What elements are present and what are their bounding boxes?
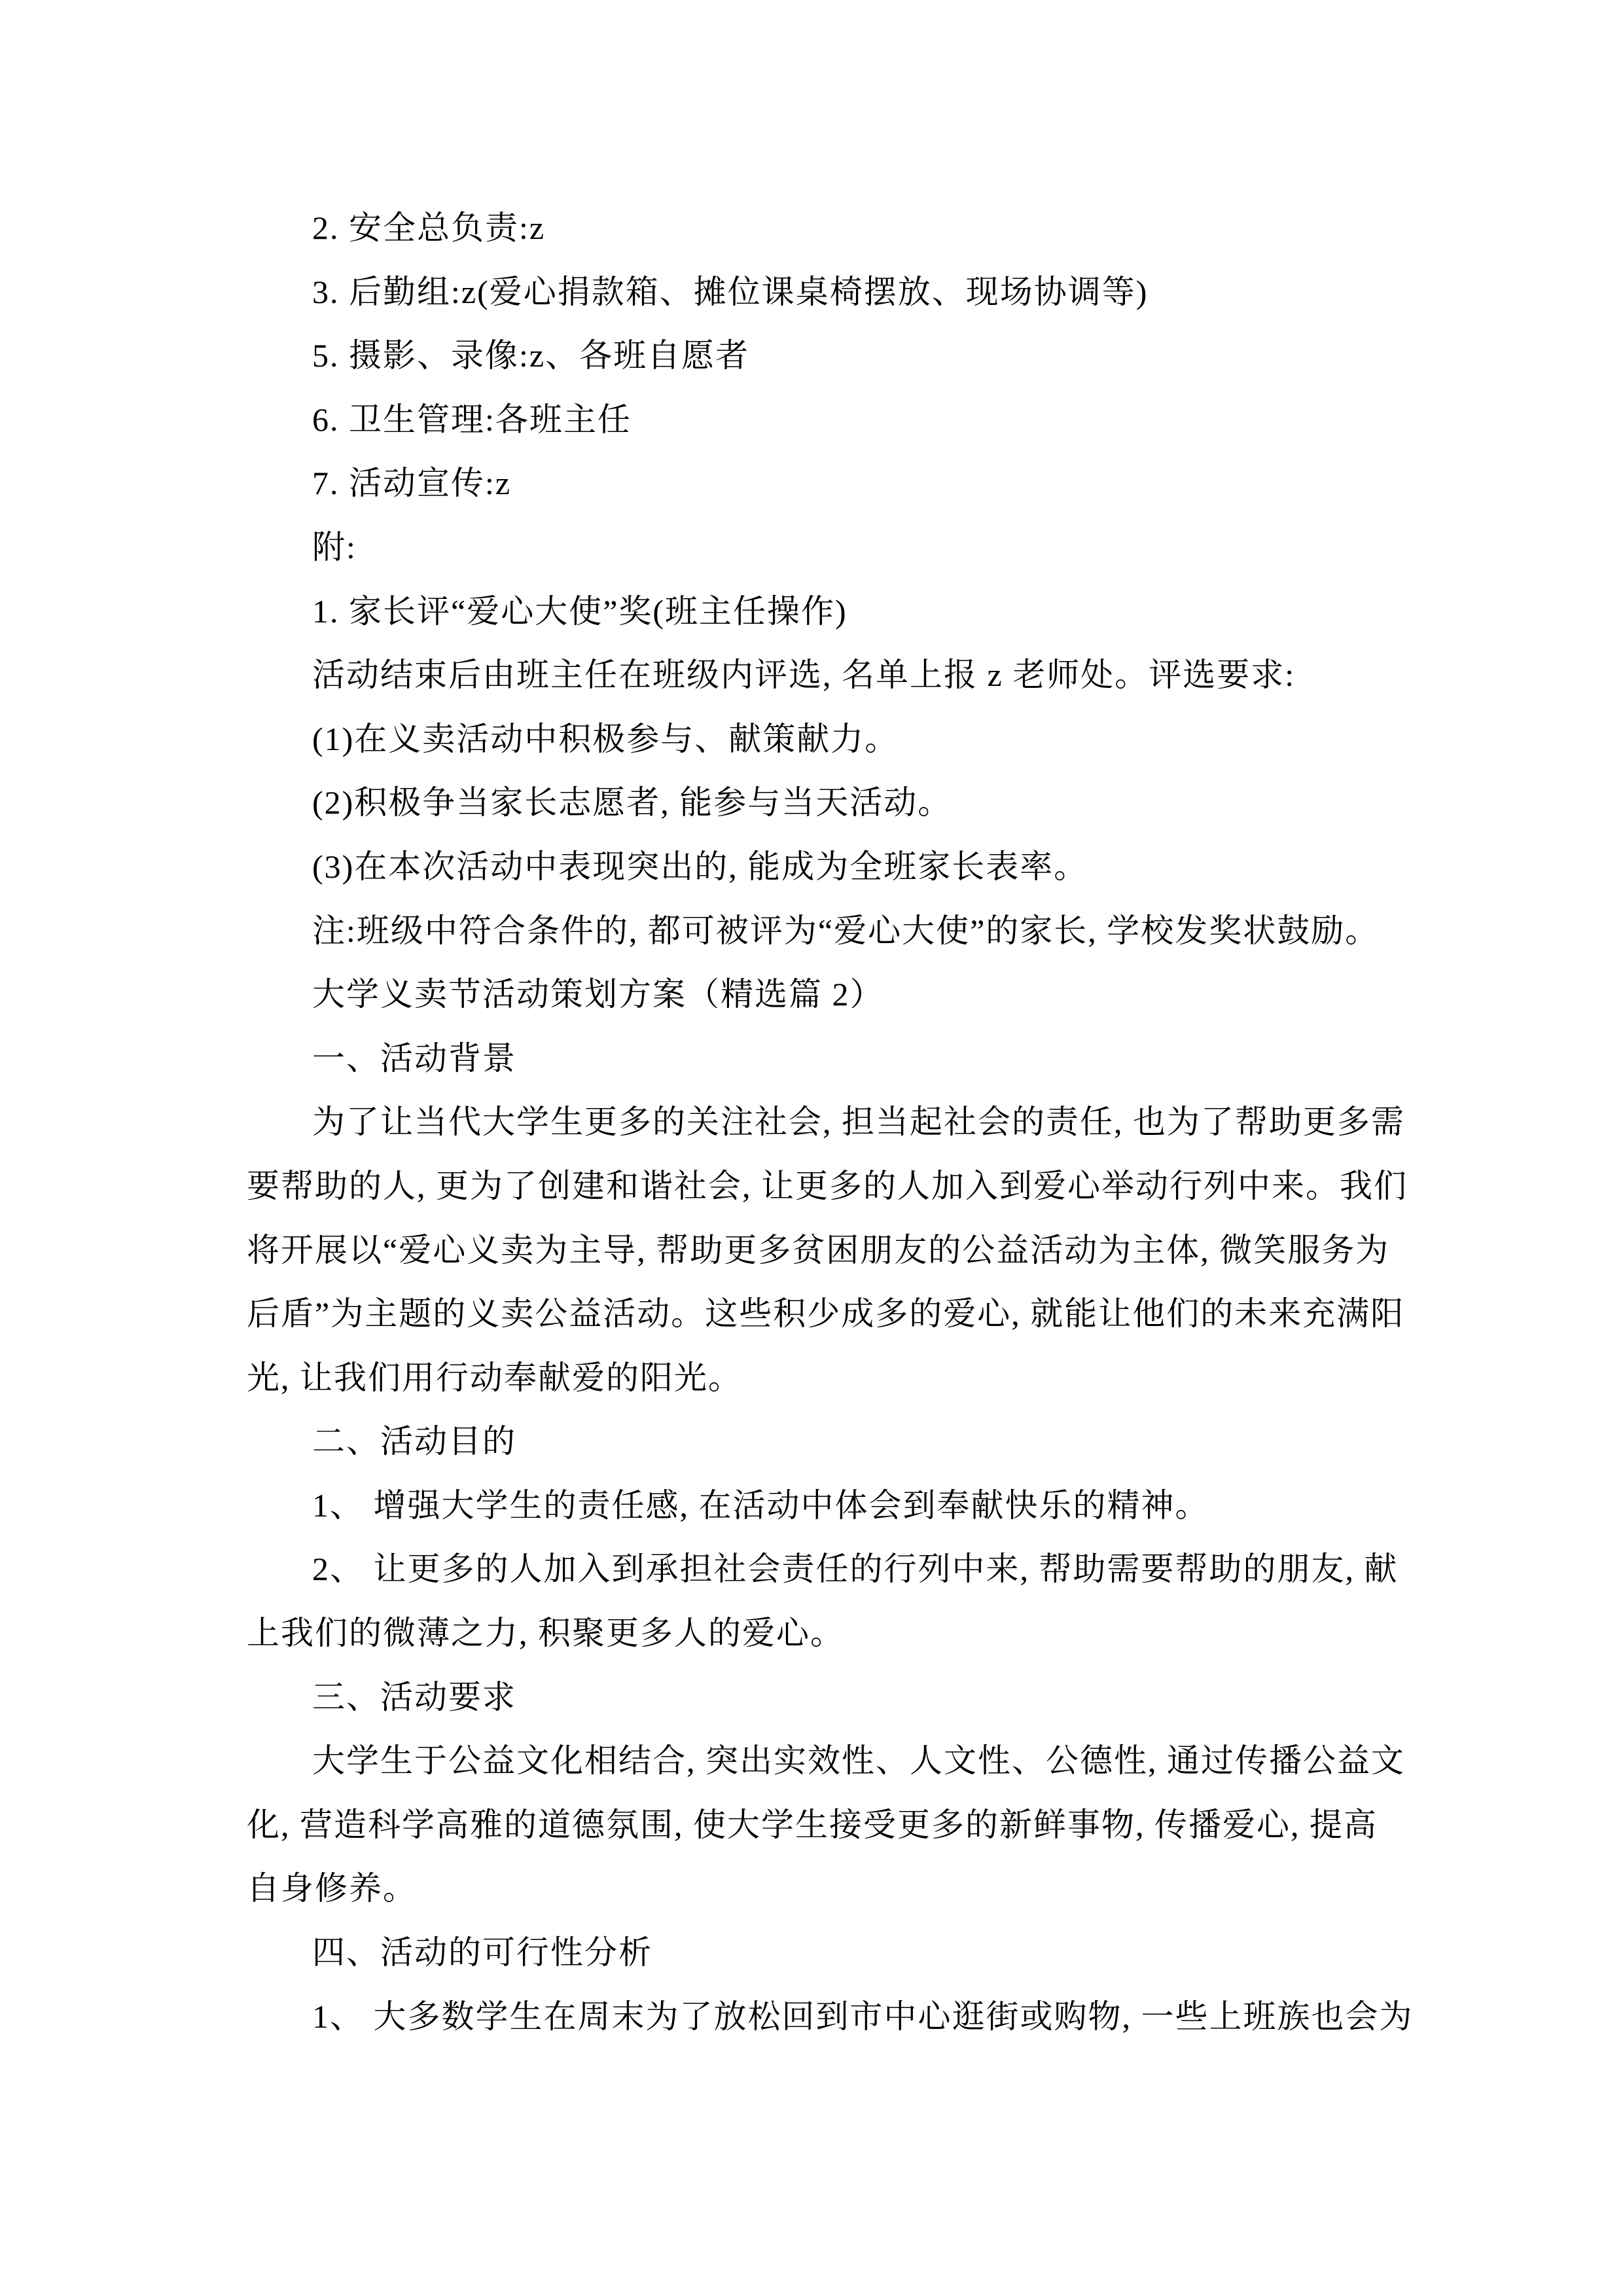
text-line: 附: xyxy=(312,528,357,565)
text-line: 将开展以“爱心义卖为主导, 帮助更多贫困朋友的公益活动为主体, 微笑服务为 xyxy=(247,1231,1390,1268)
text-line: (3)在本次活动中表现突出的, 能成为全班家长表率。 xyxy=(312,848,1088,885)
text-line: 5. 摄影、录像:z、各班自愿者 xyxy=(312,337,750,374)
document-body xyxy=(247,196,1490,2049)
text-line: 后盾”为主题的义卖公益活动。这些积少成多的爱心, 就能让他们的未来充满阳 xyxy=(247,1295,1405,1333)
section-heading: 一、活动背景 xyxy=(312,1039,516,1077)
text-line: 6. 卫生管理:各班主任 xyxy=(312,401,632,438)
section-title: 大学义卖节活动策划方案（精选篇 2） xyxy=(312,976,884,1013)
text-line: (1)在义卖活动中积极参与、献策献力。 xyxy=(312,720,899,757)
section-heading: 二、活动目的 xyxy=(312,1423,516,1460)
text-line: 自身修养。 xyxy=(247,1870,417,1907)
text-line: 2. 安全总负责:z xyxy=(312,209,546,246)
text-line: 光, 让我们用行动奉献爱的阳光。 xyxy=(247,1359,742,1396)
text-line: 为了让当代大学生更多的关注社会, 担当起社会的责任, 也为了帮助更多需 xyxy=(312,1103,1405,1141)
text-line: 7. 活动宣传:z xyxy=(312,465,512,502)
text-line: 活动结束后由班主任在班级内评选, 名单上报 z 老师处。评选要求: xyxy=(312,656,1296,694)
text-line: 3. 后勤组:z(爱心捐款箱、摊位课桌椅摆放、现场协调等) xyxy=(312,273,1149,310)
section-heading: 三、活动要求 xyxy=(312,1678,516,1715)
text-line: 化, 营造科学高雅的道德氛围, 使大学生接受更多的新鲜事物, 传播爱心, 提高 xyxy=(247,1806,1378,1843)
text-line: 1、 大多数学生在周末为了放松回到市中心逛街或购物, 一些上班族也会为 xyxy=(312,1998,1414,2035)
text-line: 要帮助的人, 更为了创建和谐社会, 让更多的人加入到爱心举动行列中来。我们 xyxy=(247,1167,1408,1204)
text-line: 1. 家长评“爱心大使”奖(班主任操作) xyxy=(312,592,847,630)
text-line: (2)积极争当家长志愿者, 能参与当天活动。 xyxy=(312,784,952,821)
text-line: 2、 让更多的人加入到承担社会责任的行列中来, 帮助需要帮助的朋友, 献 xyxy=(312,1551,1399,1588)
text-line: 大学生于公益文化相结合, 突出实效性、人文性、公德性, 通过传播公益文 xyxy=(312,1742,1405,1780)
text-line: 注:班级中符合条件的, 都可被评为“爱心大使”的家长, 学校发奖状鼓励。 xyxy=(312,912,1380,949)
section-heading: 四、活动的可行性分析 xyxy=(312,1934,652,1971)
text-line: 1、 增强大学生的责任感, 在活动中体会到奉献快乐的精神。 xyxy=(312,1486,1209,1524)
text-line: 上我们的微薄之力, 积聚更多人的爱心。 xyxy=(247,1615,844,1652)
